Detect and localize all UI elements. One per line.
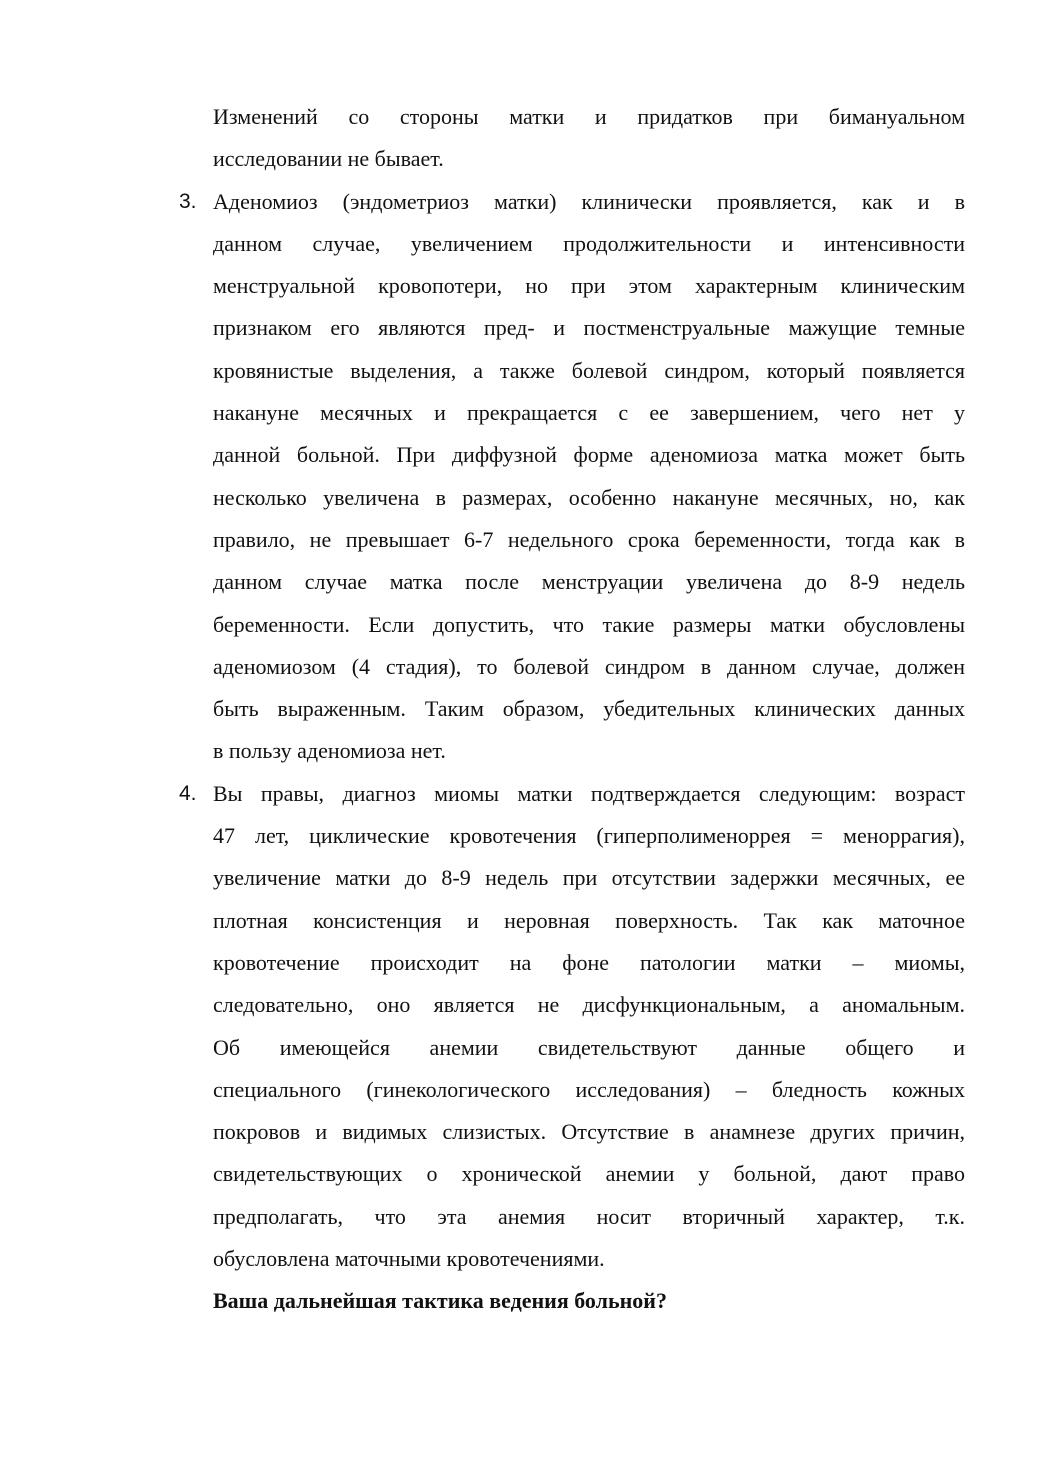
text-line: быть выраженным. Таким образом, убедительных клинических данных bbox=[213, 696, 965, 722]
text-line: Аденомиоз (эндометриоз матки) клинически проявляется, как и в bbox=[213, 188, 965, 214]
list-number: 3. bbox=[179, 189, 197, 213]
list-item-first-line bbox=[179, 181, 965, 223]
text-line: данной больной. При диффузной форме аденомиоза матка может быть bbox=[213, 442, 965, 468]
text-line: несколько увеличена в размерах, особенно накануне месячных, но, как bbox=[213, 484, 965, 510]
text-line: Об имеющейся анемии свидетельствуют данные общего и bbox=[213, 1034, 965, 1060]
text-line: кровотечение происходит на фоне патологии матки – миомы, bbox=[213, 949, 965, 975]
list-item-3 bbox=[179, 181, 965, 773]
question-heading: Ваша дальнейшая тактика ведения больной? bbox=[213, 1288, 667, 1314]
text-line: специального (гинекологического исследования) – бледность кожных bbox=[213, 1076, 965, 1102]
text-line: Изменений со стороны матки и придатков при бимануальном bbox=[213, 104, 965, 129]
text-line: 47 лет, циклические кровотечения (гиперполименоррея = меноррагия), bbox=[213, 823, 965, 849]
text-line: обусловлена маточными кровотечениями. bbox=[213, 1246, 605, 1272]
text-line: свидетельствующих о хронической анемии у больной, дают право bbox=[213, 1161, 965, 1187]
paragraph-continuation bbox=[213, 96, 965, 181]
text-line: плотная консистенция и неровная поверхность. Так как маточное bbox=[213, 907, 965, 933]
text-line: беременности. Если допустить, что такие размеры матки обусловлены bbox=[213, 611, 965, 637]
text-line: следовательно, оно является не дисфункциональным, а аномальным. bbox=[213, 992, 965, 1018]
text-line: данном случае, увеличением продолжительности и интенсивности bbox=[213, 230, 965, 256]
text-line: предполагать, что эта анемия носит вторичный характер, т.к. bbox=[213, 1203, 965, 1229]
text-line: аденомиозом (4 стадия), то болевой синдром в данном случае, должен bbox=[213, 653, 965, 679]
text-line: исследовании не бывает. bbox=[213, 146, 444, 172]
list-number: 4. bbox=[179, 781, 197, 805]
list-item-4 bbox=[179, 773, 965, 1281]
text-line: признаком его являются пред- и постменструальные мажущие темные bbox=[213, 315, 965, 341]
text-line: накануне месячных и прекращается с ее завершением, чего нет у bbox=[213, 400, 965, 426]
text-line: увеличение матки до 8-9 недель при отсутствии задержки месячных, ее bbox=[213, 865, 965, 891]
text-line: покровов и видимых слизистых. Отсутствие в анамнезе других причин, bbox=[213, 1119, 965, 1145]
text-line: в пользу аденомиоза нет. bbox=[213, 738, 446, 764]
list-item-first-line bbox=[179, 773, 965, 815]
text-line: правило, не превышает 6-7 недельного срока беременности, тогда как в bbox=[213, 526, 965, 552]
text-line: кровянистые выделения, а также болевой синдром, который появляется bbox=[213, 357, 965, 383]
text-line: Вы правы, диагноз миомы матки подтверждается следующим: возраст bbox=[213, 780, 965, 806]
text-line: данном случае матка после менструации увеличена до 8-9 недель bbox=[213, 569, 965, 595]
text-line: менструальной кровопотери, но при этом характерным клиническим bbox=[213, 273, 965, 299]
document-body bbox=[179, 96, 965, 1323]
